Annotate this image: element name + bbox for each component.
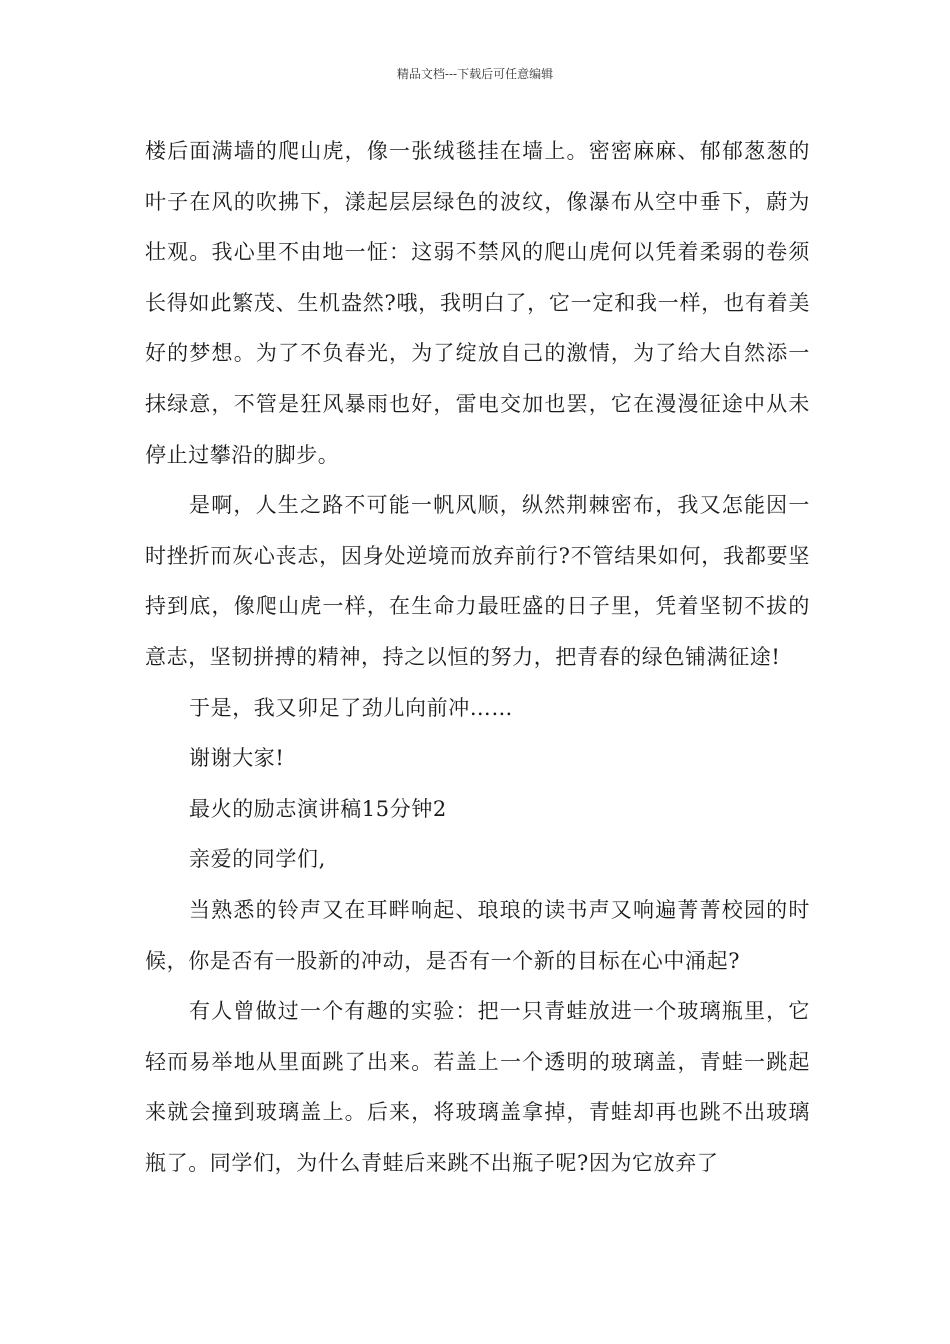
paragraph-persistence: 是啊，人生之路不可能一帆风顺，纵然荆棘密布，我又怎能因一时挫折而灰心丧志，因身处逆境而放弃前行?不管结果如何，我都要坚持到底，像爬山虎一样，在生命力最旺盛的日子里，凭着坚韧不拔的意志，坚韧拼搏的精神，持之以恒的努力，把青春的绿色铺满征途! — [145, 493, 810, 669]
paragraph-salutation: 亲爱的同学们, — [189, 847, 326, 872]
page-header: 精品文档---下载后可任意编辑 — [396, 67, 554, 81]
paragraph-forward: 于是，我又卯足了劲儿向前冲…… — [189, 695, 513, 720]
paragraph-ivy-description: 楼后面满墙的爬山虎，像一张绒毯挂在墙上。密密麻麻、郁郁葱葱的叶子在风的吹拂下，漾起层层绿色的波纹，像瀑布从空中垂下，蔚为壮观。我心里不由地一怔：这弱不禁风的爬山虎何以凭着柔弱的卷须长得如此繁茂、生机盎然?哦，我明白了，它一定和我一样，也有着美好的梦想。为了不负春光，为了绽放自己的激情，为了给大自然添一抹绿意，不管是狂风暴雨也好，雷电交加也罢，它在漫漫征途中从未停止过攀沿的脚步。 — [145, 139, 810, 467]
paragraph-frog-experiment: 有人曾做过一个有趣的实验：把一只青蛙放进一个玻璃瓶里，它轻而易举地从里面跳了出来。若盖上一个透明的玻璃盖，青蛙一跳起来就会撞到玻璃盖上。后来，将玻璃盖拿掉，青蛙却再也跳不出玻璃瓶了。同学们，为什么青蛙后来跳不出瓶子呢?因为它放弃了 — [145, 999, 810, 1175]
paragraph-thanks: 谢谢大家! — [189, 746, 285, 771]
document-body — [145, 126, 810, 1188]
paragraph-school-bell: 当熟悉的铃声又在耳畔响起、琅琅的读书声又响遍菁菁校园的时候，你是否有一股新的冲动，是否有一个新的目标在心中涌起? — [145, 897, 810, 973]
section-title: 最火的励志演讲稿15分钟2 — [189, 796, 447, 821]
